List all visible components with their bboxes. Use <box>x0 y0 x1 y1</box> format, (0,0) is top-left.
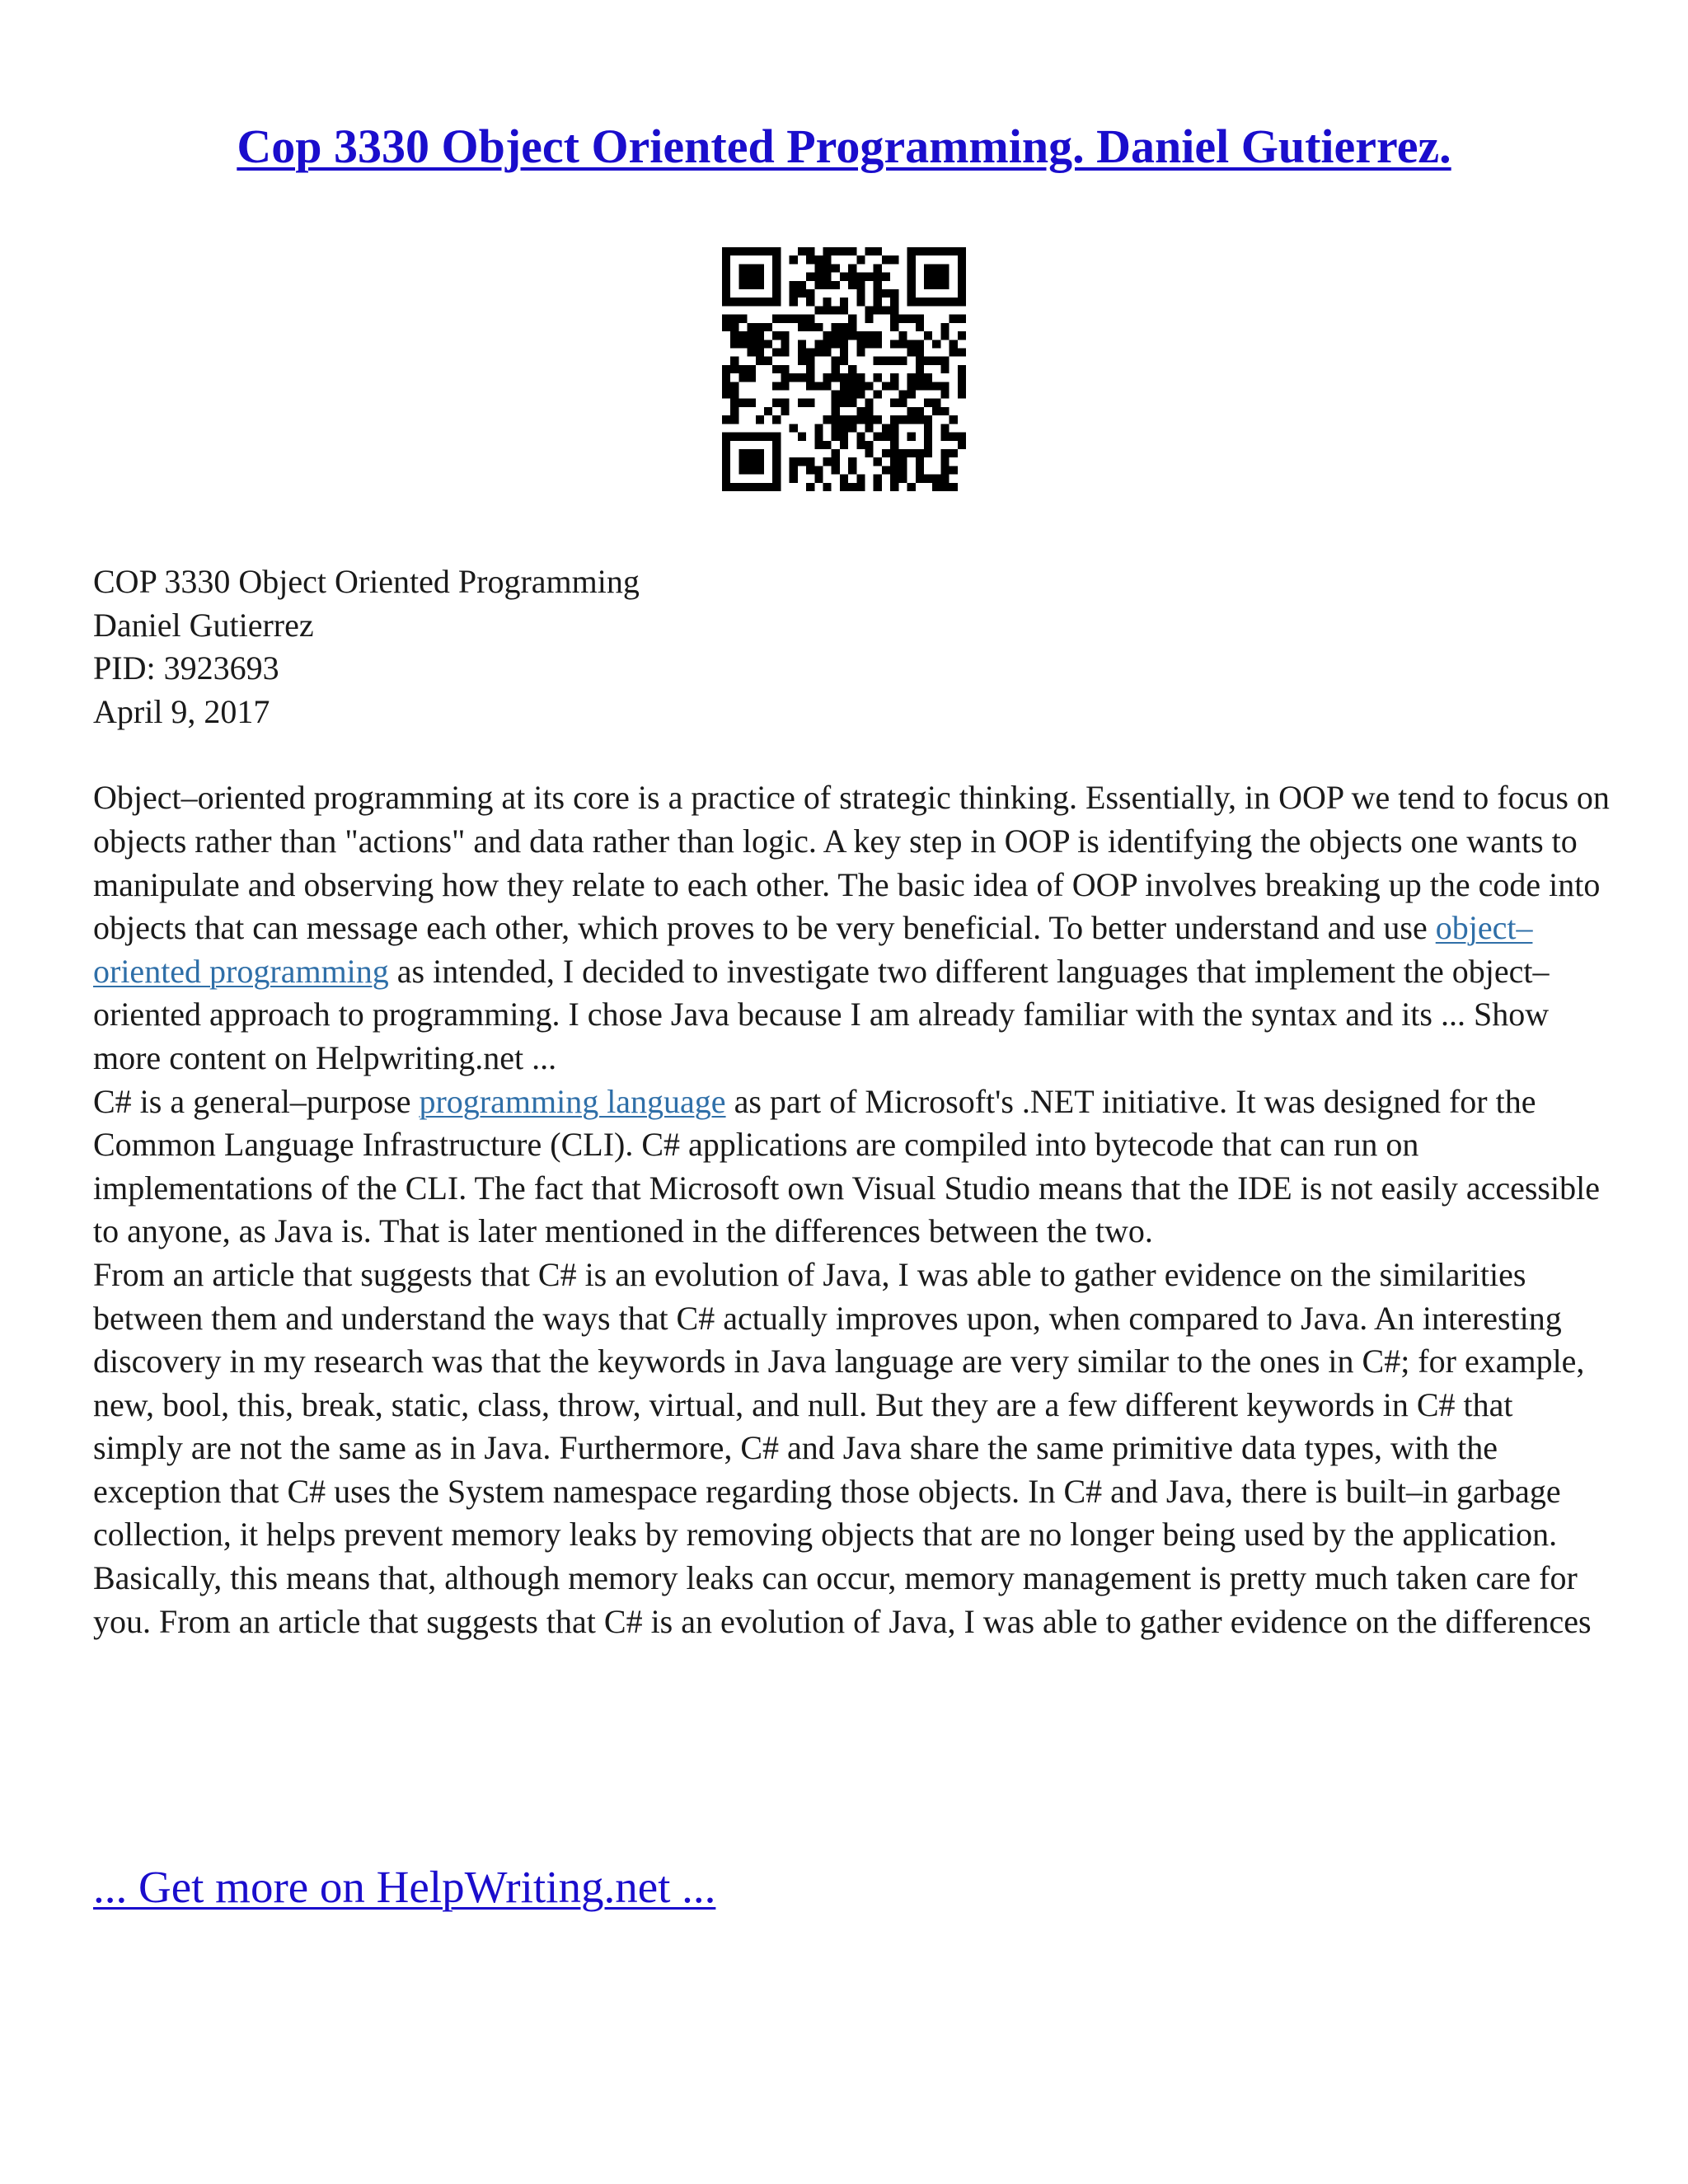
paragraph-2-text-b: as part of Microsoft's .NET initiative. It was designed for the Common Language Infrastructure (CLI). C# applications are compiled into bytecode that can run on implementations of the CLI. The fact that Microsoft own Visual Studio means that the IDE is not easily accessible to anyone, as Java is. That is later mentioned in the differences between the two. <box>93 1082 1600 1250</box>
document-body <box>93 560 1610 1643</box>
get-more-footer <box>93 1858 715 1916</box>
get-more-link[interactable]: ... Get more on HelpWriting.net ... <box>93 1862 716 1912</box>
programming-language-link[interactable]: programming language <box>419 1082 726 1120</box>
course-line: COP 3330 Object Oriented Programming <box>93 563 640 600</box>
document-title <box>0 114 1688 180</box>
paragraph-3: From an article that suggests that C# is an evolution of Java, I was able to gather evidence on the similarities between them and understand the ways that C# actually improves upon, when compared to Java. An interesting discovery in my research was that the keywords in Java language are very similar to the ones in C#; for example, new, bool, this, break, static, class, throw, virtual, and null. But they are a few different keywords in C# that simply are not the same as in Java. Furthermore, C# and Java share the same primitive data types, with the exception that C# uses the System namespace regarding those objects. In C# and Java, there is built–in garbage collection, it helps prevent memory leaks by removing objects that are no longer being used by the application. Basically, this means that, although memory leaks can occur, memory management is pretty much taken care for you. From an article that suggests that C# is an evolution of Java, I was able to gather evidence on the differences <box>93 1255 1592 1640</box>
title-link[interactable]: Cop 3330 Object Oriented Programming. Daniel Gutierrez. <box>237 120 1451 173</box>
document-header <box>93 560 1610 733</box>
pid-line: PID: 3923693 <box>93 649 279 687</box>
oop-link[interactable]: object–oriented programming <box>93 909 1533 990</box>
qr-code-icon <box>722 247 966 491</box>
paragraph-2 <box>93 1080 1610 1254</box>
author-line: Daniel Gutierrez <box>93 606 314 644</box>
paragraph-1-text-a: Object–oriented programming at its core is a practice of strategic thinking. Essentially, in OOP we tend to focus on objects rather than "actions" and data rather than logic. A key step in OOP is identifying the objects one wants to manipulate and observing how they relate to each other. The basic idea of OOP involves breaking up the code into objects that can message each other, which proves to be very beneficial. To better understand and use <box>93 779 1610 947</box>
paragraph-1 <box>93 776 1610 1080</box>
paragraph-1-text-b: as intended, I decided to investigate two different languages that implement the object–oriented approach to programming. I chose Java because I am already familiar with the syntax and its ... Show more content on Helpwriting.net ... <box>93 952 1550 1076</box>
paragraph-2-text-a: C# is a general–purpose <box>93 1082 420 1120</box>
date-line: April 9, 2017 <box>93 692 270 730</box>
